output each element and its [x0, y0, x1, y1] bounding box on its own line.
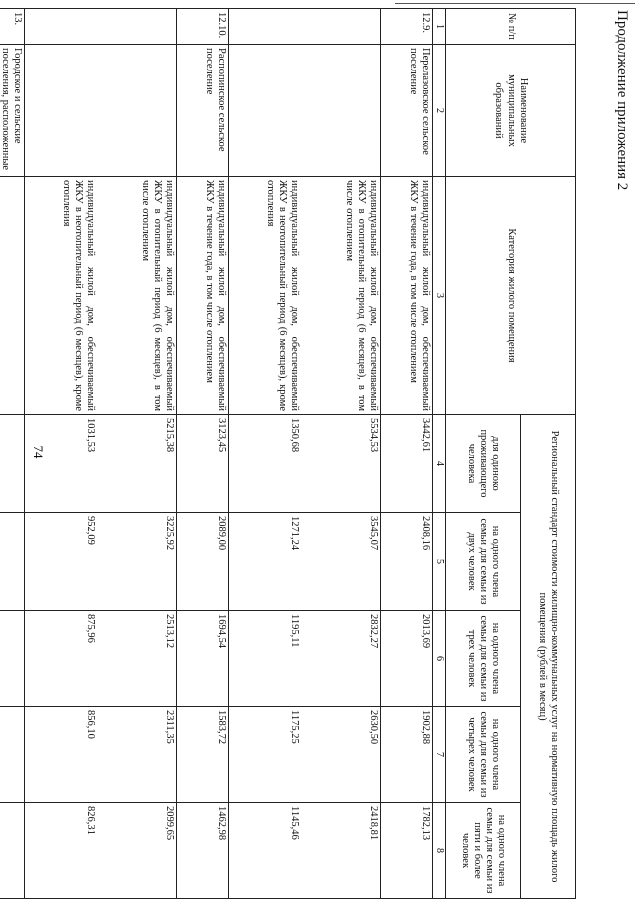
value-cell: 826,31 — [25, 803, 97, 899]
row-category: индивидуальный жилой дом, обеспечиваемый ЖКУ в отопительный период (6 месяцев), в том числе отоплением — [301, 177, 381, 415]
standards-table — [0, 8, 576, 899]
value-cell: 2311,35 — [97, 707, 177, 803]
row-category: индивидуальный жилой дом, обеспечиваемый ЖКУ в неотопительный период (6 месяцев), кроме отопления — [229, 177, 301, 415]
col-number: 5 — [433, 513, 446, 611]
value-cell: 1462,98 — [177, 803, 229, 899]
value-cell: 1694,54 — [177, 611, 229, 707]
row-number — [229, 9, 301, 45]
row-municipality: Перелазовское сельское поселение — [381, 45, 433, 177]
table-row — [25, 9, 97, 899]
table-row — [229, 9, 301, 899]
header-col-two: на одного члена семьи для семьи из двух человек — [446, 513, 521, 611]
row-category: индивидуальный жилой дом, обеспечиваемый ЖКУ в неотопительный период (6 месяцев), кроме отопления — [25, 177, 97, 415]
value-cell: 2418,81 — [301, 803, 381, 899]
value-cell — [0, 611, 25, 707]
row-municipality — [229, 45, 301, 177]
header-col-single: для одиноко проживающего человека — [446, 415, 521, 513]
value-cell — [0, 415, 25, 513]
value-cell: 1271,24 — [229, 513, 301, 611]
value-cell: 2630,50 — [301, 707, 381, 803]
col-number: 7 — [433, 707, 446, 803]
col-number: 8 — [433, 803, 446, 899]
row-municipality: Распопинское сельское поселение — [177, 45, 229, 177]
row-municipality — [301, 45, 381, 177]
col-number: 4 — [433, 415, 446, 513]
table-row — [177, 9, 229, 899]
value-cell: 952,09 — [25, 513, 97, 611]
value-cell: 3123,45 — [177, 415, 229, 513]
row-category: индивидуальный жилой дом, обеспечиваемый ЖКУ в течение года, в том числе отоплением — [177, 177, 229, 415]
value-cell — [0, 707, 25, 803]
value-cell: 2013,69 — [381, 611, 433, 707]
table-row — [301, 9, 381, 899]
row-number: 13. — [0, 9, 25, 45]
value-cell: 1145,46 — [229, 803, 301, 899]
value-cell: 2089,00 — [177, 513, 229, 611]
value-cell — [0, 513, 25, 611]
value-cell: 2099,65 — [97, 803, 177, 899]
header-name: Наименование муниципальных образований — [446, 45, 576, 177]
col-number: 6 — [433, 611, 446, 707]
continuation-title: Продолжение приложения 2 — [614, 10, 630, 191]
col-number: 3 — [433, 177, 446, 415]
value-cell: 1902,88 — [381, 707, 433, 803]
table-row — [0, 9, 25, 899]
table-row — [97, 9, 177, 899]
value-cell: 856,10 — [25, 707, 97, 803]
header-col-four: на одного члена семьи для семьи из четырех человек — [446, 707, 521, 803]
value-cell: 1031,53 — [25, 415, 97, 513]
value-cell: 1195,11 — [229, 611, 301, 707]
value-cell: 1350,68 — [229, 415, 301, 513]
header-num: № п/п — [446, 9, 576, 45]
row-number — [97, 9, 177, 45]
value-cell: 875,96 — [25, 611, 97, 707]
row-category: индивидуальный жилой дом, обеспечиваемый ЖКУ в отопительный период (6 месяцев), в том числе отоплением — [97, 177, 177, 415]
row-number: 12.10. — [177, 9, 229, 45]
row-municipality — [25, 45, 97, 177]
row-category: индивидуальный жилой дом, обеспечиваемый ЖКУ в течение года, в том числе отоплением — [381, 177, 433, 415]
value-cell: 1782,13 — [381, 803, 433, 899]
col-number: 1 — [433, 9, 446, 45]
value-cell: 2408,16 — [381, 513, 433, 611]
value-cell: 1175,25 — [229, 707, 301, 803]
header-category: Категория жилого помещения — [446, 177, 576, 415]
row-number — [25, 9, 97, 45]
header-col-three: на одного члена семьи для семьи из трех человек — [446, 611, 521, 707]
value-cell: 3442,61 — [381, 415, 433, 513]
table-row — [381, 9, 433, 899]
value-cell — [0, 803, 25, 899]
value-cell: 2832,27 — [301, 611, 381, 707]
header-standard: Региональный стандарт стоимости жилищно-коммунальных услуг на нормативную площадь жилого помещения (рублей в месяц) — [521, 415, 576, 899]
col-number: 2 — [433, 45, 446, 177]
row-municipality — [97, 45, 177, 177]
row-municipality: Городское и сельские поселения, расположенные — [0, 45, 25, 177]
row-number — [301, 9, 381, 45]
value-cell: 5215,38 — [97, 415, 177, 513]
page-number: 74 — [31, 445, 46, 459]
row-category — [0, 177, 25, 415]
value-cell: 1583,72 — [177, 707, 229, 803]
value-cell: 5534,53 — [301, 415, 381, 513]
header-col-five: на одного члена семьи для семьи из пяти и более человек — [446, 803, 521, 899]
row-number: 12.9. — [381, 9, 433, 45]
value-cell: 2513,12 — [97, 611, 177, 707]
value-cell: 3545,07 — [301, 513, 381, 611]
value-cell: 3225,92 — [97, 513, 177, 611]
